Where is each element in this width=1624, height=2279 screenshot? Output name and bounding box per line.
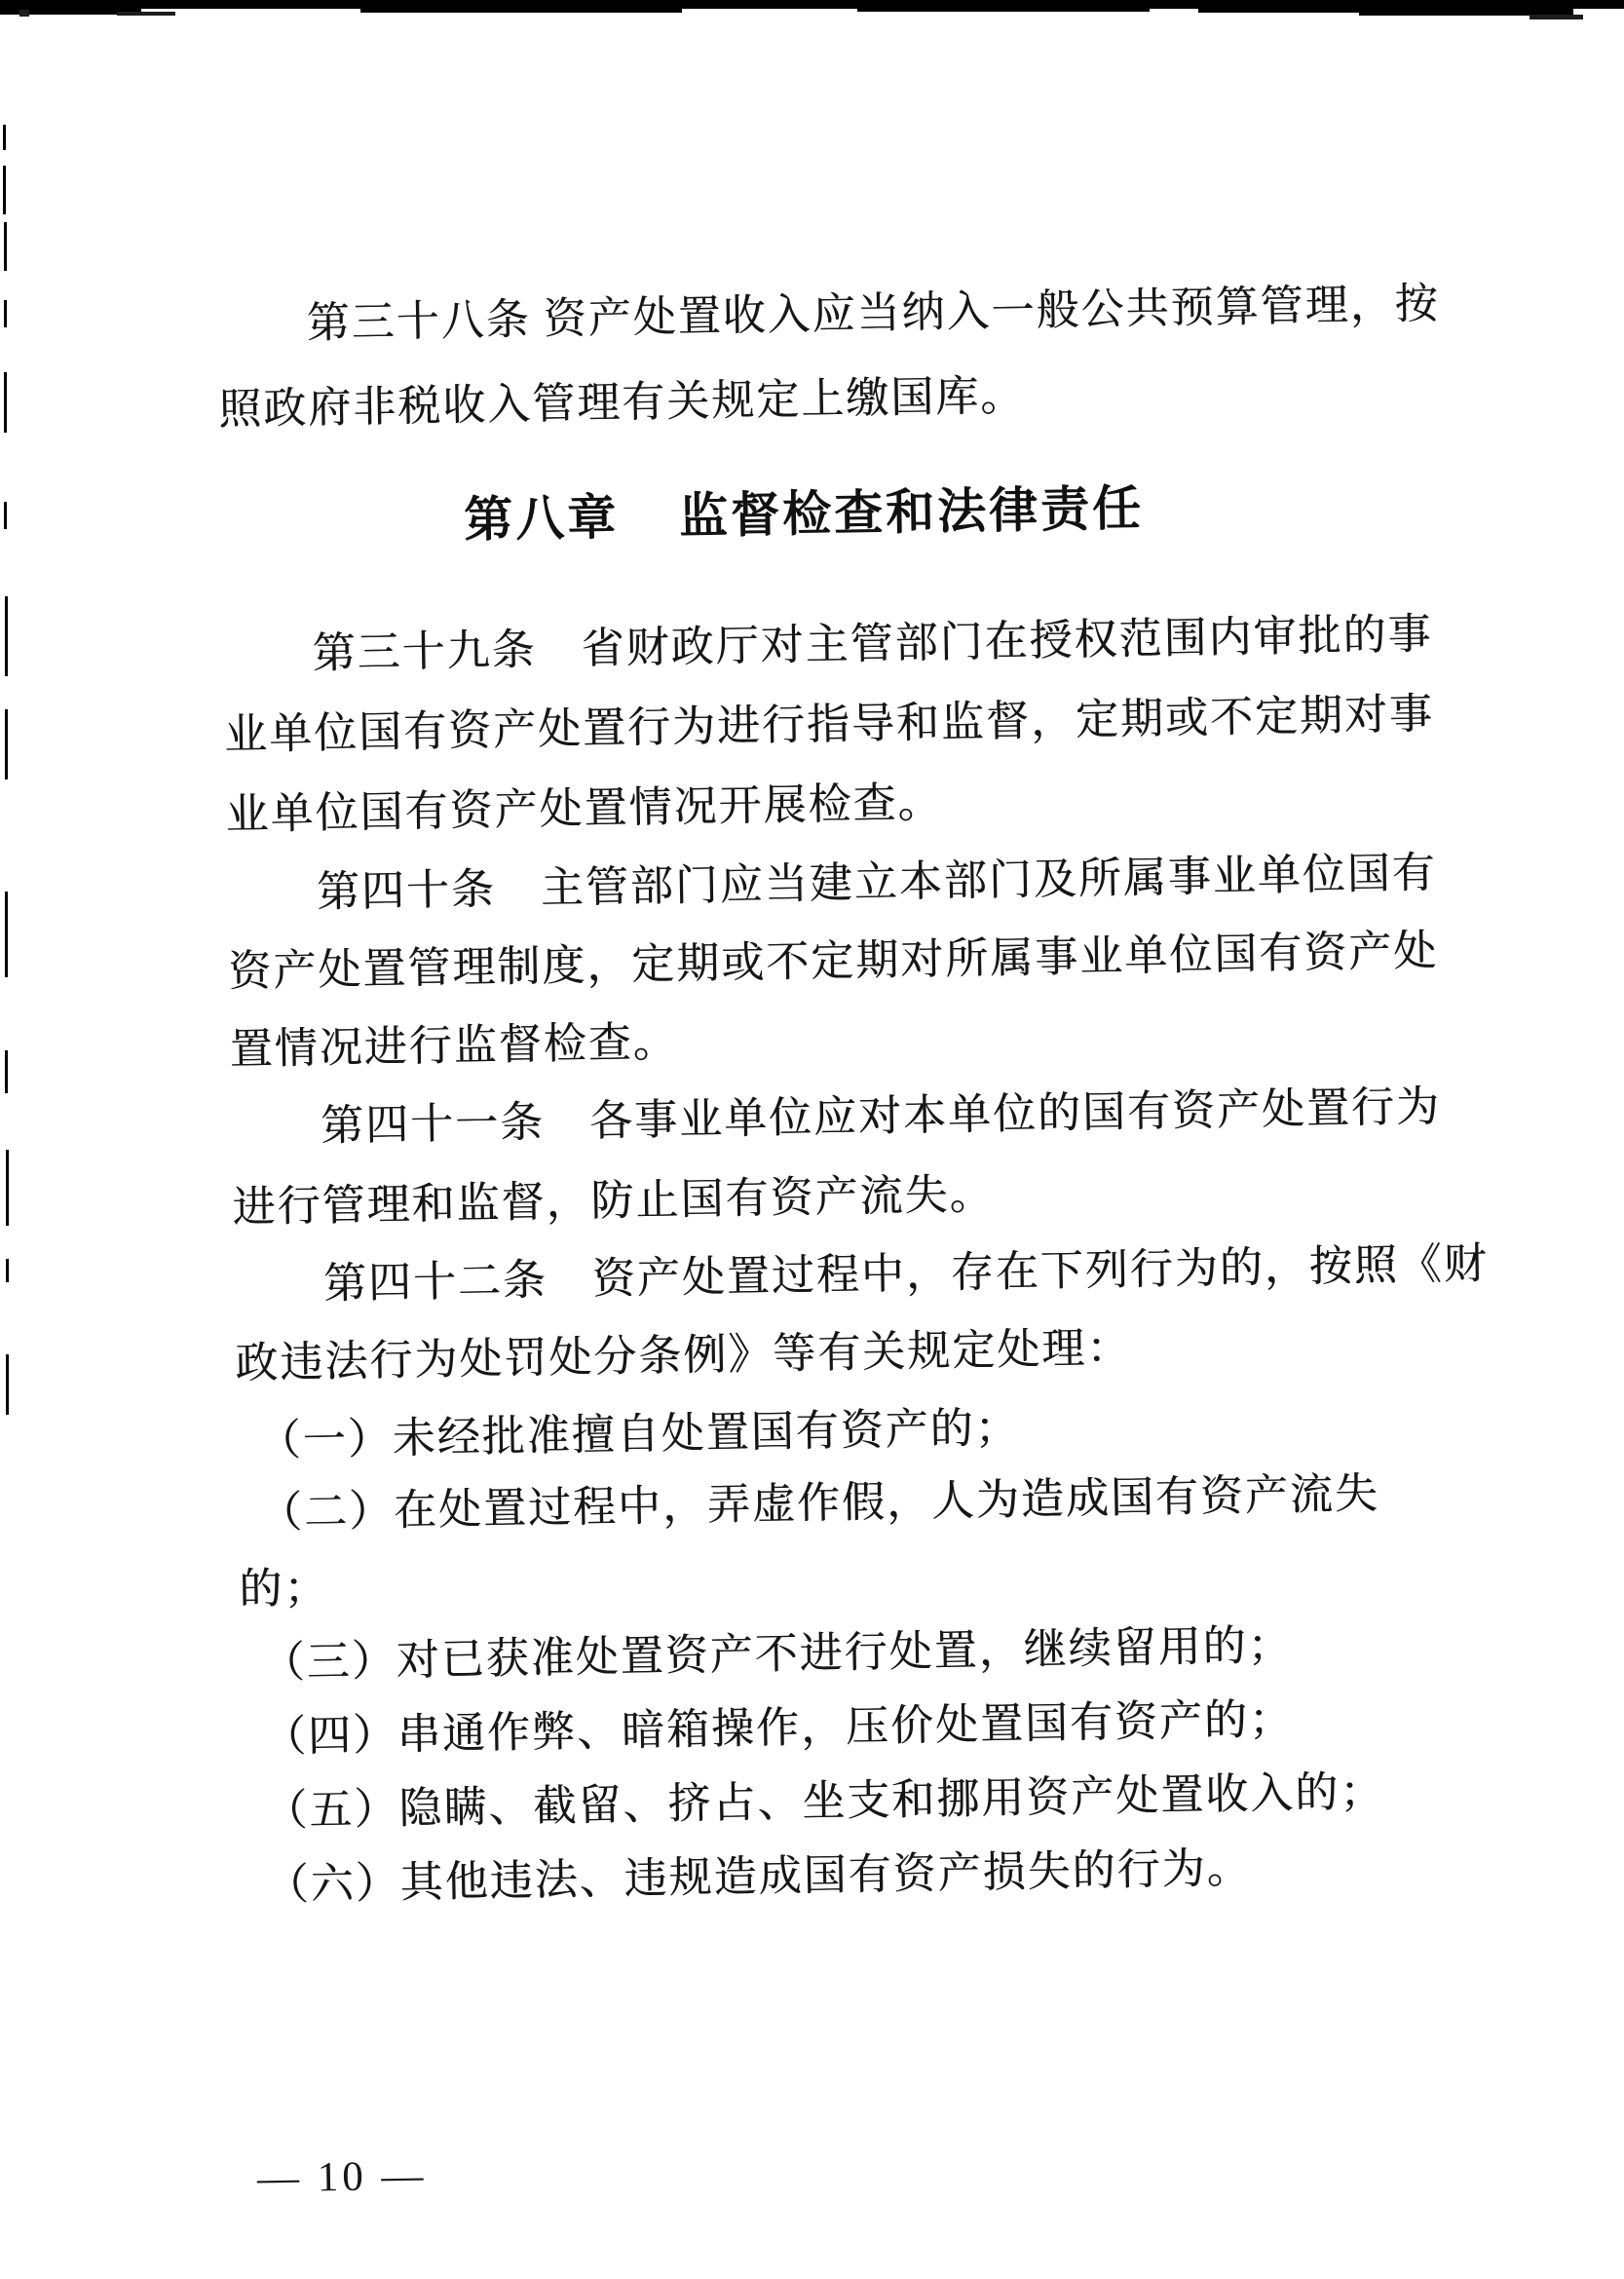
- scan-edge-left-dash: [5, 596, 8, 676]
- scan-edge-left-dash: [6, 1354, 9, 1415]
- chapter-title: 监督检查和法律责任: [678, 480, 1145, 544]
- line-item-4: （四）串通作弊、暗箱操作，压价处置国有资产的；: [262, 1694, 1295, 1762]
- line-article-38-2: 照政府非税收入管理有关规定上缴国库。: [217, 371, 1026, 434]
- line-article-38-1: 第三十八条 资产处置收入应当纳入一般公共预算管理，按: [306, 280, 1440, 348]
- scan-edge-left-dash: [3, 125, 6, 150]
- scan-speckle: [117, 12, 175, 16]
- scan-edge-left-dash: [4, 502, 7, 529]
- scan-edge-top-bump: [1198, 0, 1383, 13]
- scan-edge-left-dash: [5, 709, 8, 779]
- scan-speckle: [1530, 15, 1583, 19]
- scan-edge-top-bump: [360, 0, 682, 13]
- scan-edge-left-dash: [4, 372, 7, 433]
- scan-edge-left-dash: [4, 300, 7, 327]
- scan-edge-left-dash: [4, 222, 7, 271]
- scan-edge-left-dash: [6, 1150, 9, 1226]
- scan-edge-top-bump: [1359, 0, 1573, 16]
- line-article-42-2: 政违法行为处罚处分条例》等有关规定处理：: [234, 1323, 1132, 1387]
- scan-edge-left-dash: [5, 1050, 8, 1093]
- line-article-39-3: 业单位国有资产处置情况开展检查。: [225, 779, 943, 839]
- line-item-3: （三）对已获准处置资产不进行处置，继续留用的；: [261, 1620, 1294, 1688]
- chapter-number: 第八章: [463, 489, 620, 548]
- chapter-heading-gap: [620, 533, 680, 534]
- line-article-40-2: 资产处置管理制度，定期或不定期对所属事业单位国有资产处: [227, 927, 1439, 996]
- line-item-2b: 的；: [238, 1564, 329, 1614]
- scan-edge-left-dash: [6, 1259, 9, 1282]
- line-article-40-3: 置情况进行监督检查。: [229, 1017, 679, 1074]
- line-article-39-1: 第三十九条 省财政厅对主管部门在授权范围内审批的事: [312, 610, 1433, 678]
- line-article-41-1: 第四十一条 各事业单位应对本单位的国有资产处置行为: [320, 1083, 1442, 1151]
- page-number: — 10 —: [256, 2152, 428, 2202]
- line-item-1: （一）未经批准擅自处置国有资产的；: [257, 1403, 1021, 1465]
- line-article-41-2: 进行管理和监督，防止国有资产流失。: [232, 1170, 995, 1232]
- line-item-6: （六）其他违法、违规造成国有资产损失的行为。: [265, 1843, 1252, 1910]
- line-item-5: （五）隐瞒、截留、挤占、坐支和挪用资产处置收入的；: [263, 1767, 1385, 1836]
- chapter-heading: [464, 469, 1145, 551]
- scan-edge-left-dash: [3, 166, 6, 214]
- line-article-40-1: 第四十条 主管部门应当建立本部门及所属事业单位国有: [316, 849, 1438, 917]
- line-item-2: （二）在处置过程中，弄虚作假，人为造成国有资产流失: [258, 1469, 1380, 1538]
- document-body: [216, 261, 1497, 2222]
- line-article-42-1: 第四十二条 资产处置过程中，存在下列行为的，按照《财: [322, 1239, 1490, 1309]
- line-article-39-2: 业单位国有资产处置行为进行指导和监督，定期或不定期对事: [223, 690, 1435, 759]
- scan-edge-left-dash: [5, 892, 8, 977]
- scan-edge-top-bump: [857, 0, 1150, 12]
- scan-speckle: [19, 10, 29, 17]
